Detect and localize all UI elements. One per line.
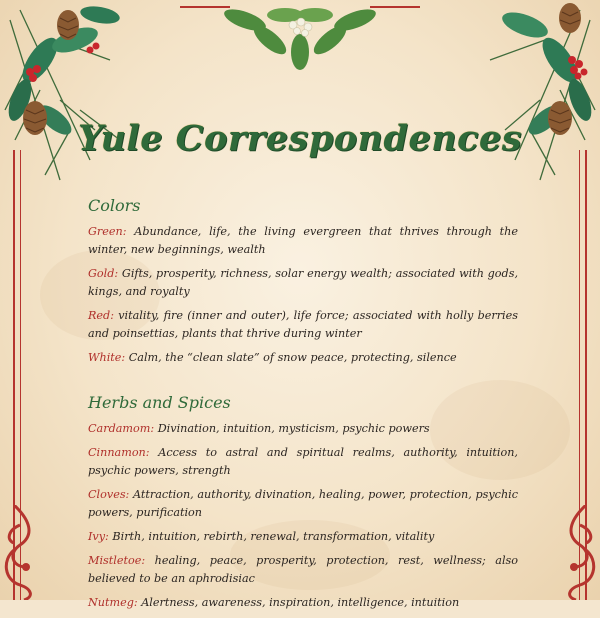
entry-text: healing, peace, prosperity, protection, rest, wellness; also believed to be an aphrodisiac <box>88 554 518 585</box>
entry-white <box>88 349 518 367</box>
entry-gold <box>88 265 518 301</box>
holly-pinecone-corner-left-icon <box>0 0 150 190</box>
mistletoe-icon <box>215 0 385 70</box>
entry-term: Cinnamon: <box>88 446 150 459</box>
entry-term: Ivy: <box>88 530 109 543</box>
entry-mistletoe <box>88 552 518 588</box>
entry-text: Attraction, authority, divination, healing, power, protection, psychic powers, purification <box>88 488 518 519</box>
red-scroll-ornament-left-icon <box>0 505 50 600</box>
correspondences-content <box>88 196 518 618</box>
holly-pinecone-corner-right-icon <box>460 0 600 190</box>
entry-term: Cardamom: <box>88 422 155 435</box>
entry-text: Birth, intuition, rebirth, renewal, transformation, vitality <box>112 530 435 543</box>
entry-term: Green: <box>88 225 127 238</box>
entry-ivy <box>88 528 518 546</box>
entry-text: Gifts, prosperity, richness, solar energy wealth; associated with gods, kings, and royalty <box>88 267 518 298</box>
entry-text: vitality, fire (inner and outer), life force; associated with holly berries and poinsettias, plants that thrive during winter <box>88 309 519 340</box>
red-scroll-ornament-right-icon <box>550 505 600 600</box>
entry-cinnamon <box>88 444 518 480</box>
entry-term: Mistletoe: <box>88 554 146 567</box>
entry-nutmeg <box>88 594 518 612</box>
entry-term: Cloves: <box>88 488 130 501</box>
section-spacer <box>88 373 518 393</box>
entry-text: Abundance, life, the living evergreen that thrives through the winter, new beginnings, wealth <box>88 225 518 256</box>
entry-red <box>88 307 518 343</box>
entry-cardamom <box>88 420 518 438</box>
section-heading-herbs-and-spices: Herbs and Spices <box>88 393 231 412</box>
entry-text: Calm, the “clean slate” of snow peace, protecting, silence <box>128 351 457 364</box>
section-heading-colors: Colors <box>88 196 141 215</box>
entry-green <box>88 223 518 259</box>
page-title: Yule Correspondences <box>78 118 522 159</box>
entry-text: Alertness, awareness, inspiration, intelligence, intuition <box>141 596 460 609</box>
entry-term: Gold: <box>88 267 119 280</box>
entry-cloves <box>88 486 518 522</box>
entry-term: White: <box>88 351 126 364</box>
entry-text: Access to astral and spiritual realms, authority, intuition, psychic powers, strength <box>88 446 518 477</box>
entry-term: Red: <box>88 309 114 322</box>
entry-text: Divination, intuition, mysticism, psychic powers <box>157 422 430 435</box>
entry-term: Nutmeg: <box>88 596 138 609</box>
